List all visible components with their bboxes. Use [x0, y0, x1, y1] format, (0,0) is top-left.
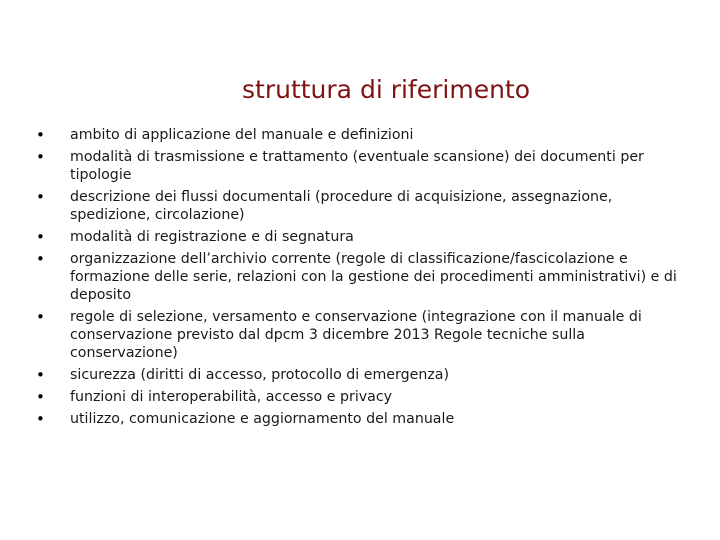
list-item [36, 308, 686, 362]
bullet-icon: • [36, 188, 45, 206]
list-item-text: ambito di applicazione del manuale e definizioni [70, 127, 414, 143]
list-item [36, 410, 686, 428]
list-item-text: modalità di trasmissione e trattamento (eventuale scansione) dei documenti per tipologie [70, 149, 644, 183]
list-item-text: sicurezza (diritti di accesso, protocollo di emergenza) [70, 367, 449, 383]
bullet-icon: • [36, 410, 45, 428]
list-item [36, 126, 686, 144]
list-item-text: descrizione dei flussi documentali (procedure di acquisizione, assegnazione, spedizione, circolazione) [70, 189, 613, 223]
list-item [36, 148, 686, 184]
bullet-icon: • [36, 308, 45, 326]
list-item [36, 188, 686, 224]
bullet-icon: • [36, 148, 45, 166]
list-item-text: regole di selezione, versamento e conservazione (integrazione con il manuale di conservazione previsto dal dpcm 3 dicembre 2013 Regole tecniche sulla conservazione) [70, 309, 642, 361]
bullet-icon: • [36, 250, 45, 268]
list-item [36, 388, 686, 406]
list-item [36, 250, 686, 304]
bullet-list [36, 126, 686, 432]
bullet-icon: • [36, 388, 45, 406]
list-item-text: funzioni di interoperabilità, accesso e privacy [70, 389, 393, 405]
list-item [36, 228, 686, 246]
bullet-icon: • [36, 126, 45, 144]
slide-title: struttura di riferimento [242, 75, 531, 104]
list-item-text: organizzazione dell’archivio corrente (regole di classificazione/fascicolazione e formazione delle serie, relazioni con la gestione dei procedimenti amministrativi) e di deposito [70, 251, 677, 303]
list-item [36, 366, 686, 384]
bullet-icon: • [36, 228, 45, 246]
list-item-text: utilizzo, comunicazione e aggiornamento del manuale [70, 411, 455, 427]
list-item-text: modalità di registrazione e di segnatura [70, 229, 354, 245]
bullet-icon: • [36, 366, 45, 384]
